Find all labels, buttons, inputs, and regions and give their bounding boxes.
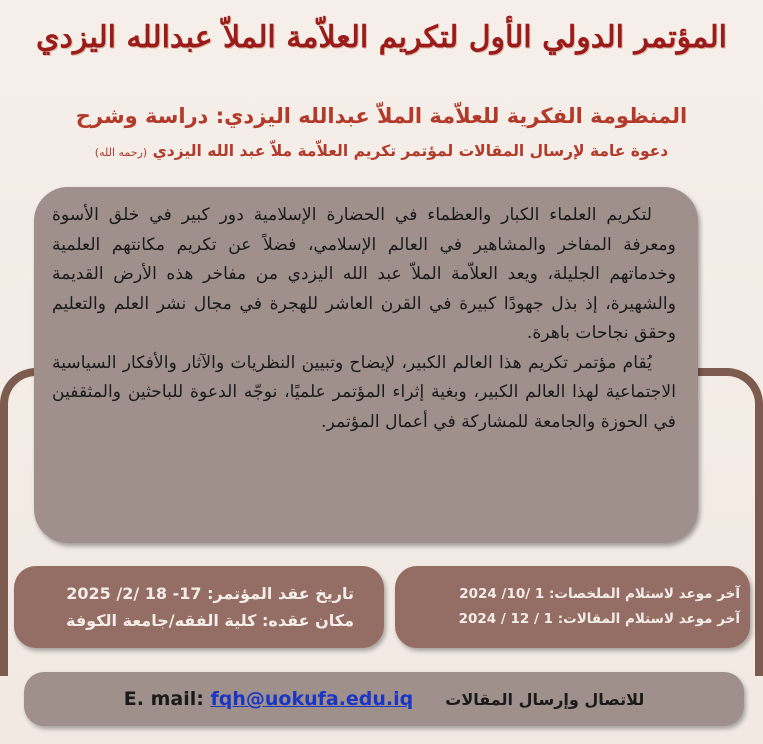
deadlines-box [395, 566, 750, 648]
description-paragraph-1: لتكريم العلماء الكبار والعظماء في الحضارة الإسلامية دور كبير في خلق الأسوة ومعرفة المفاخر والمشاهير في العالم الإسلامي، فضلاً عن تكريم مكانتهم العلمية وخدماتهم الجليلة، ويعد العلاّمة الملاّ عبد الله اليزدي من مفاخر هذه الأرض القديمة والشهيرة، إذ بذل جهودًا كبيرة في القرن العاشر للهجرة في مجال نشر العلم والتعليم وحقق نجاحات باهرة. [52, 205, 676, 343]
main-title: المؤتمر الدولي الأول لتكريم العلاّمة الملاّ عبدالله اليزدي [36, 20, 727, 55]
description-box [34, 187, 698, 543]
conference-venue: مكان عقده: كلية الفقه/جامعة الكوفة [65, 611, 354, 630]
email-link[interactable]: fqh@uokufa.edu.iq [210, 688, 414, 710]
invitation-note: (رحمه الله) [94, 146, 148, 159]
description-paragraph-2: يُقام مؤتمر تكريم هذا العالم الكبير، لإيضاح وتبيين النظريات والآثار والأفكار السياسية الاجتماعية لهذا العالم الكبير، وبغية إثراء المؤتمر علميًا، نوجّه الدعوة للباحثين والمثقفين في الحوزة والجامعة للمشاركة في أعمال المؤتمر. [52, 352, 676, 432]
conference-date: تاريخ عقد المؤتمر: 17- 18 /2/ 2025 [66, 584, 354, 603]
conference-info-box [14, 566, 384, 648]
invitation-text: دعوة عامة لإرسال المقالات لمؤتمر تكريم العلاّمة ملاّ عبد الله اليزدي [152, 142, 669, 160]
subtitle: المنظومة الفكرية للعلاّمة الملاّ عبدالله اليزدي: دراسة وشرح [75, 104, 688, 128]
invitation-line [0, 142, 763, 160]
contact-label: للاتصال وإرسال المقالات [445, 689, 645, 709]
contact-bar [24, 672, 744, 726]
email-prefix: E. mail: [123, 688, 204, 710]
abstracts-deadline: آخر موعد لاستلام الملخصات: 1 /10/ 2024 [459, 586, 740, 602]
papers-deadline: آخر موعد لاستلام المقالات: 1 / 12 / 2024 [458, 611, 740, 627]
email-line [124, 688, 413, 710]
